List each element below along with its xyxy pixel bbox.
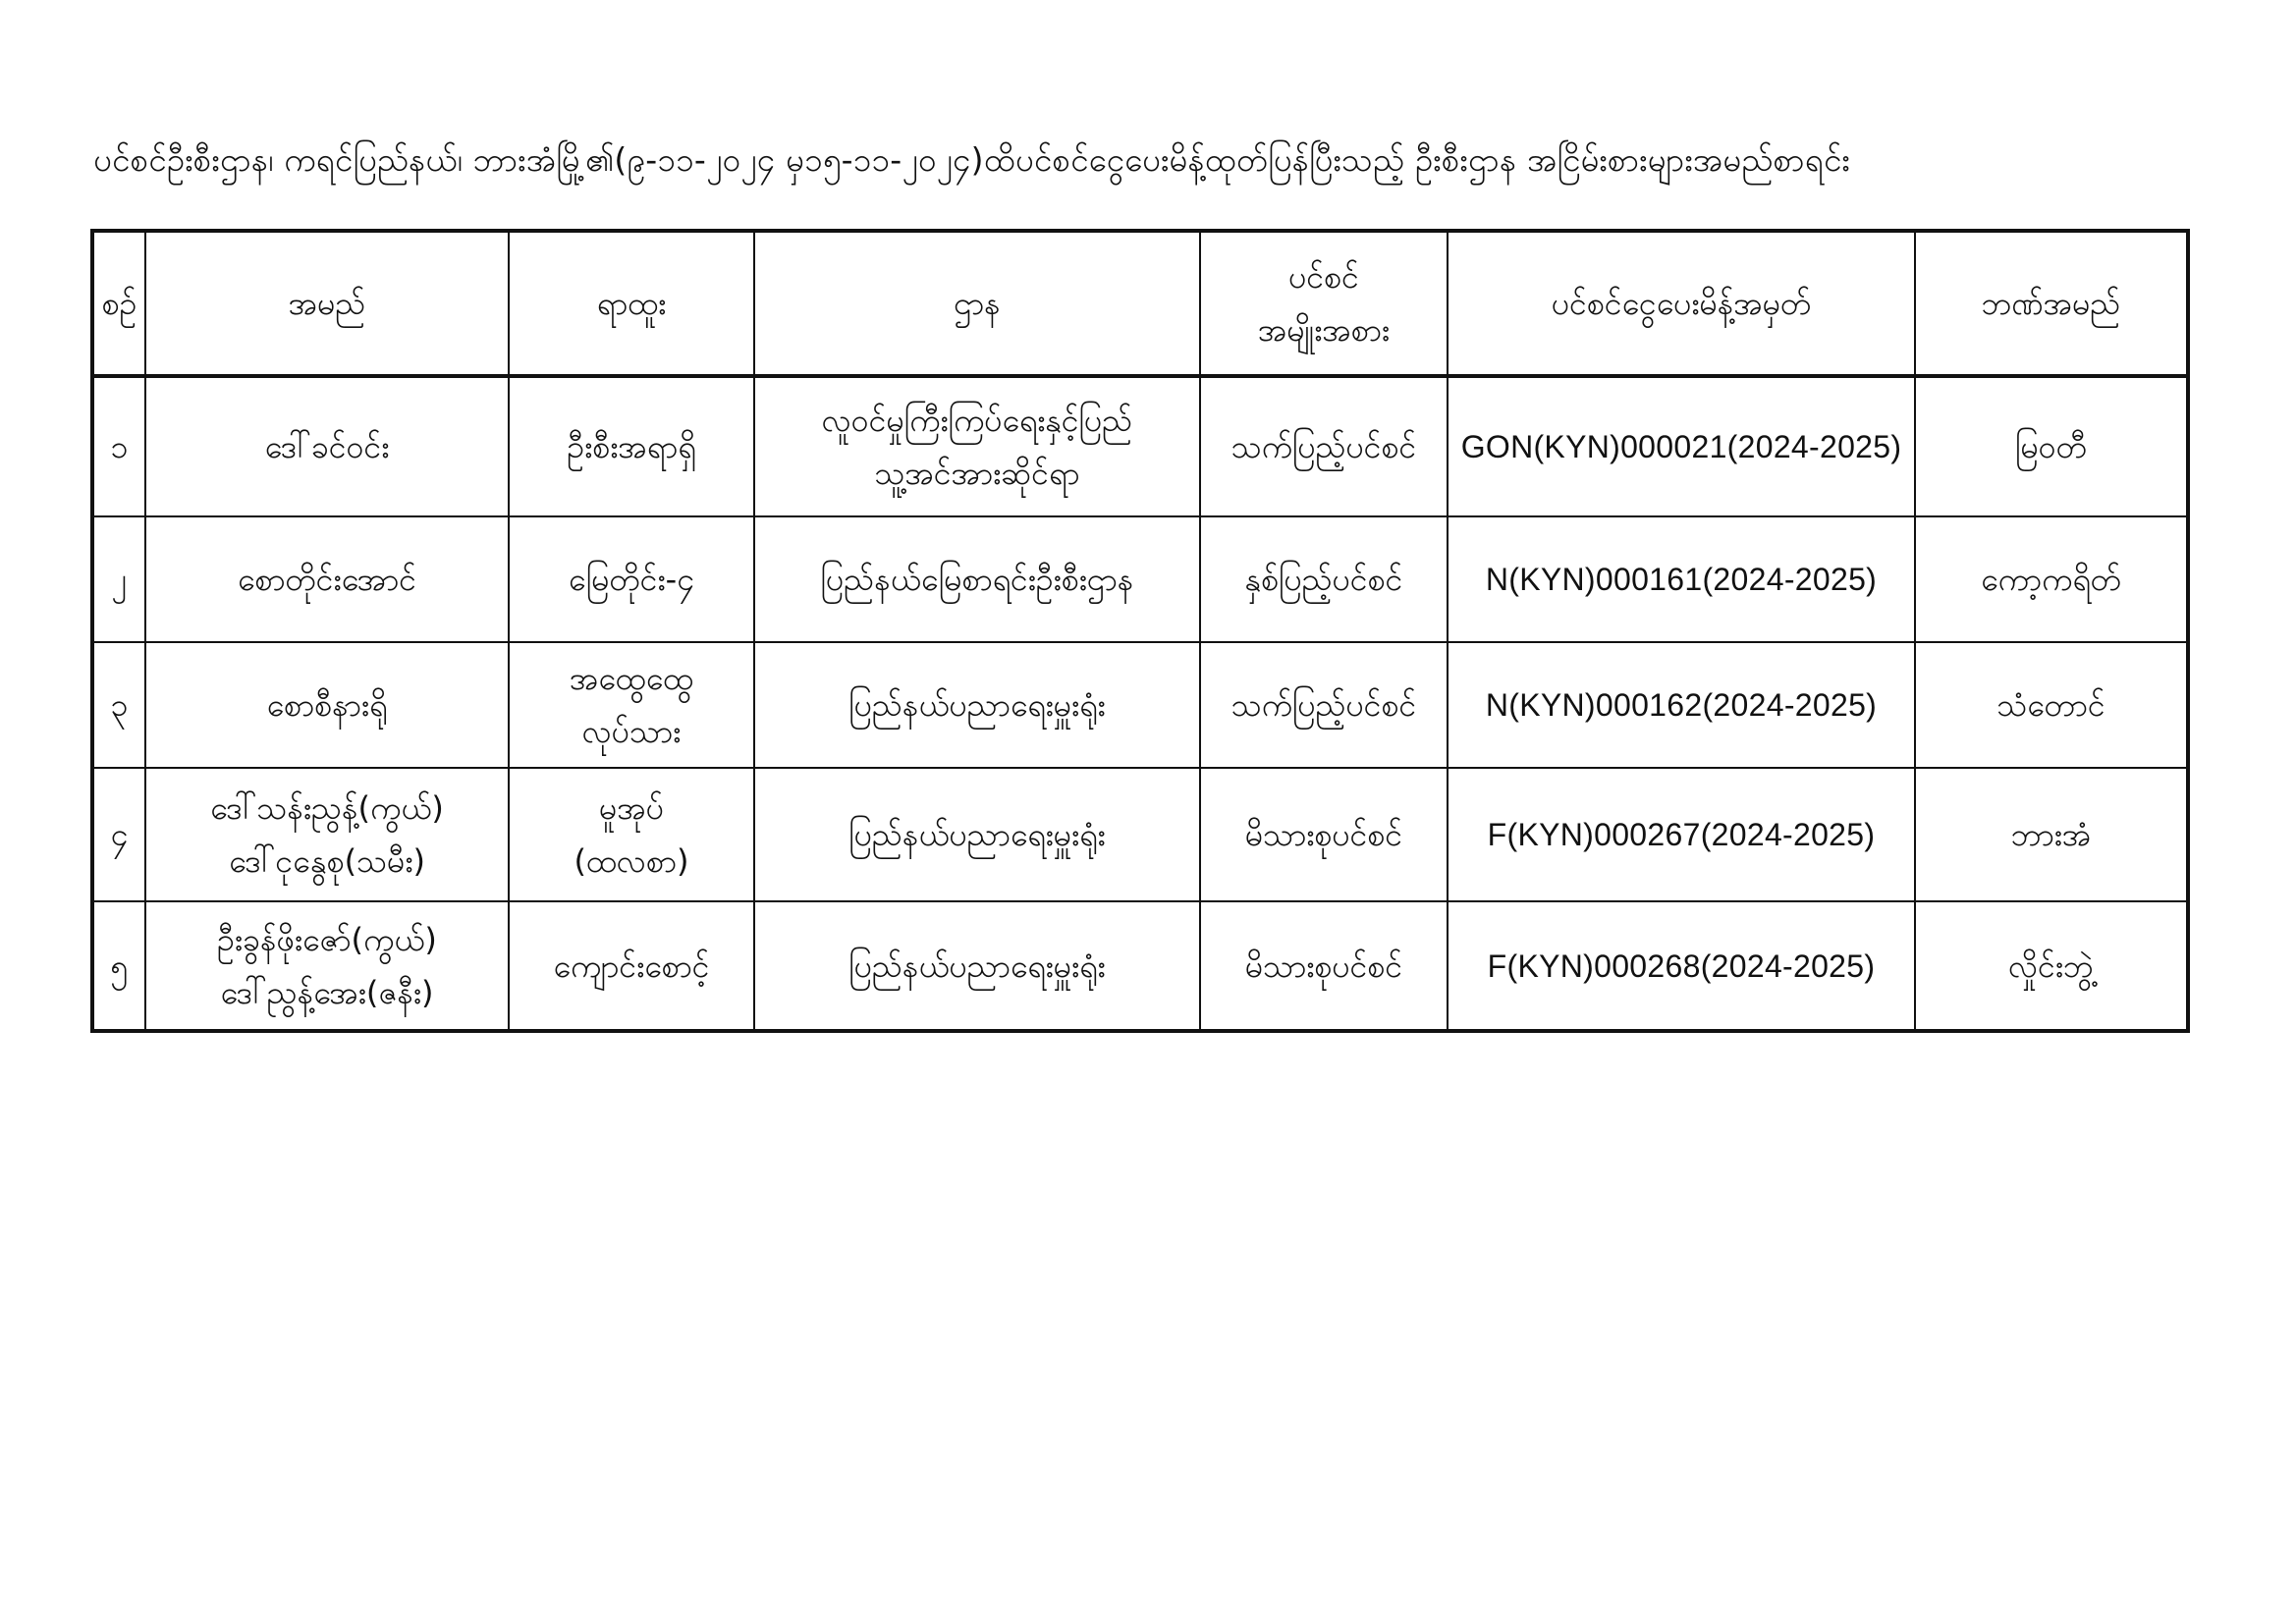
cell-pension-type: မိသားစုပင်စင် <box>1200 768 1448 901</box>
document-title: ပင်စင်ဦးစီးဌာန၊ ကရင်ပြည်နယ်၊ ဘားအံမြို့၏(၉-၁၁-၂၀၂၄ မှ၁၅-၁၁-၂၀၂၄)ထိပင်စင်ငွေပေးမိန့်ထုတ်ပြန်ပြီးသည့် ဦးစီးဌာန အငြိမ်းစားများအမည်စာရင်း <box>93 140 1850 179</box>
cell-name <box>145 516 509 642</box>
cell-rank-line1: ကျောင်းစောင့် <box>553 947 710 985</box>
cell-order-no: N(KYN)000161(2024-2025) <box>1448 516 1915 642</box>
cell-department <box>754 642 1200 768</box>
cell-rank-line2: (ထလစာ) <box>574 842 689 880</box>
cell-pension-type: မိသားစုပင်စင် <box>1200 901 1448 1031</box>
cell-bank: သံတောင် <box>1915 642 2188 768</box>
header-no: စဉ် <box>92 231 145 376</box>
table-row <box>92 901 2188 1031</box>
cell-pension-type: သက်ပြည့်ပင်စင် <box>1200 642 1448 768</box>
header-bank: ဘဏ်အမည် <box>1915 231 2188 376</box>
header-order-no: ပင်စင်ငွေပေးမိန့်အမှတ် <box>1448 231 1915 376</box>
cell-rank-line2: လုပ်သား <box>581 713 682 750</box>
cell-rank-line1: ဦးစီးအရာရှိ <box>567 428 696 465</box>
table-row <box>92 642 2188 768</box>
cell-rank-line1: မြေတိုင်း-၄ <box>568 561 695 598</box>
cell-department-line1: ပြည်နယ်ပညာရေးမှူးရုံး <box>848 686 1106 724</box>
cell-bank: ကော့ကရိတ် <box>1915 516 2188 642</box>
cell-no: ၅ <box>92 901 145 1031</box>
cell-name <box>145 768 509 901</box>
cell-rank <box>509 642 754 768</box>
table-row <box>92 516 2188 642</box>
cell-order-no: GON(KYN)000021(2024-2025) <box>1448 376 1915 516</box>
cell-bank: လှိုင်းဘွဲ့ <box>1915 901 2188 1031</box>
header-rank: ရာထူး <box>509 231 754 376</box>
cell-name-line2: ဒေါ်ညွန့်အေး(ဇနီး) <box>220 973 434 1011</box>
cell-department <box>754 901 1200 1031</box>
cell-name-line1: စောတိုင်းအောင် <box>238 561 416 598</box>
cell-order-no: N(KYN)000162(2024-2025) <box>1448 642 1915 768</box>
cell-rank <box>509 376 754 516</box>
cell-name <box>145 642 509 768</box>
cell-no: ၃ <box>92 642 145 768</box>
header-pension-type <box>1200 231 1448 376</box>
cell-name <box>145 376 509 516</box>
cell-rank-line1: မူအုပ် <box>599 789 664 827</box>
cell-order-no: F(KYN)000268(2024-2025) <box>1448 901 1915 1031</box>
cell-pension-type: သက်ပြည့်ပင်စင် <box>1200 376 1448 516</box>
header-name: အမည် <box>145 231 509 376</box>
cell-rank <box>509 768 754 901</box>
cell-order-no: F(KYN)000267(2024-2025) <box>1448 768 1915 901</box>
header-pension-type-line1: ပင်စင် <box>1288 258 1359 296</box>
cell-rank <box>509 516 754 642</box>
cell-department <box>754 768 1200 901</box>
cell-no: ၂ <box>92 516 145 642</box>
cell-department <box>754 376 1200 516</box>
cell-department-line1: ပြည်နယ်မြေစာရင်းဦးစီးဌာန <box>820 561 1134 598</box>
cell-name-line1: ဦးခွန်ဖိုးဇော်(ကွယ်) <box>217 920 437 958</box>
table-row <box>92 376 2188 516</box>
pensioner-table <box>90 229 2190 1033</box>
cell-name-line1: ဒေါ်ခင်ဝင်း <box>264 428 390 465</box>
cell-no: ၄ <box>92 768 145 901</box>
cell-bank: ဘားအံ <box>1915 768 2188 901</box>
cell-name-line2: ဒေါ်ငုနွေစု(သမီး) <box>229 842 425 880</box>
cell-no: ၁ <box>92 376 145 516</box>
cell-department <box>754 516 1200 642</box>
cell-department-line1: လူဝင်မှုကြီးကြပ်ရေးနှင့်ပြည် <box>821 402 1133 439</box>
header-department: ဌာန <box>754 231 1200 376</box>
cell-pension-type: နှစ်ပြည့်ပင်စင် <box>1200 516 1448 642</box>
header-pension-type-line2: အမျိုးအစား <box>1257 311 1391 349</box>
table-header-row <box>92 231 2188 376</box>
cell-department-line2: သူ့အင်အားဆိုင်ရာ <box>874 455 1080 492</box>
cell-name-line1: စောစီနားရို <box>266 686 388 724</box>
cell-name-line1: ဒေါ်သန်းညွန့်(ကွယ်) <box>210 789 444 827</box>
cell-name <box>145 901 509 1031</box>
table-row <box>92 768 2188 901</box>
cell-department-line1: ပြည်နယ်ပညာရေးမှူးရုံး <box>848 947 1106 985</box>
cell-rank <box>509 901 754 1031</box>
cell-rank-line1: အထွေထွေ <box>570 660 693 697</box>
cell-bank: မြဝတီ <box>1915 376 2188 516</box>
cell-department-line1: ပြည်နယ်ပညာရေးမှူးရုံး <box>848 816 1106 853</box>
